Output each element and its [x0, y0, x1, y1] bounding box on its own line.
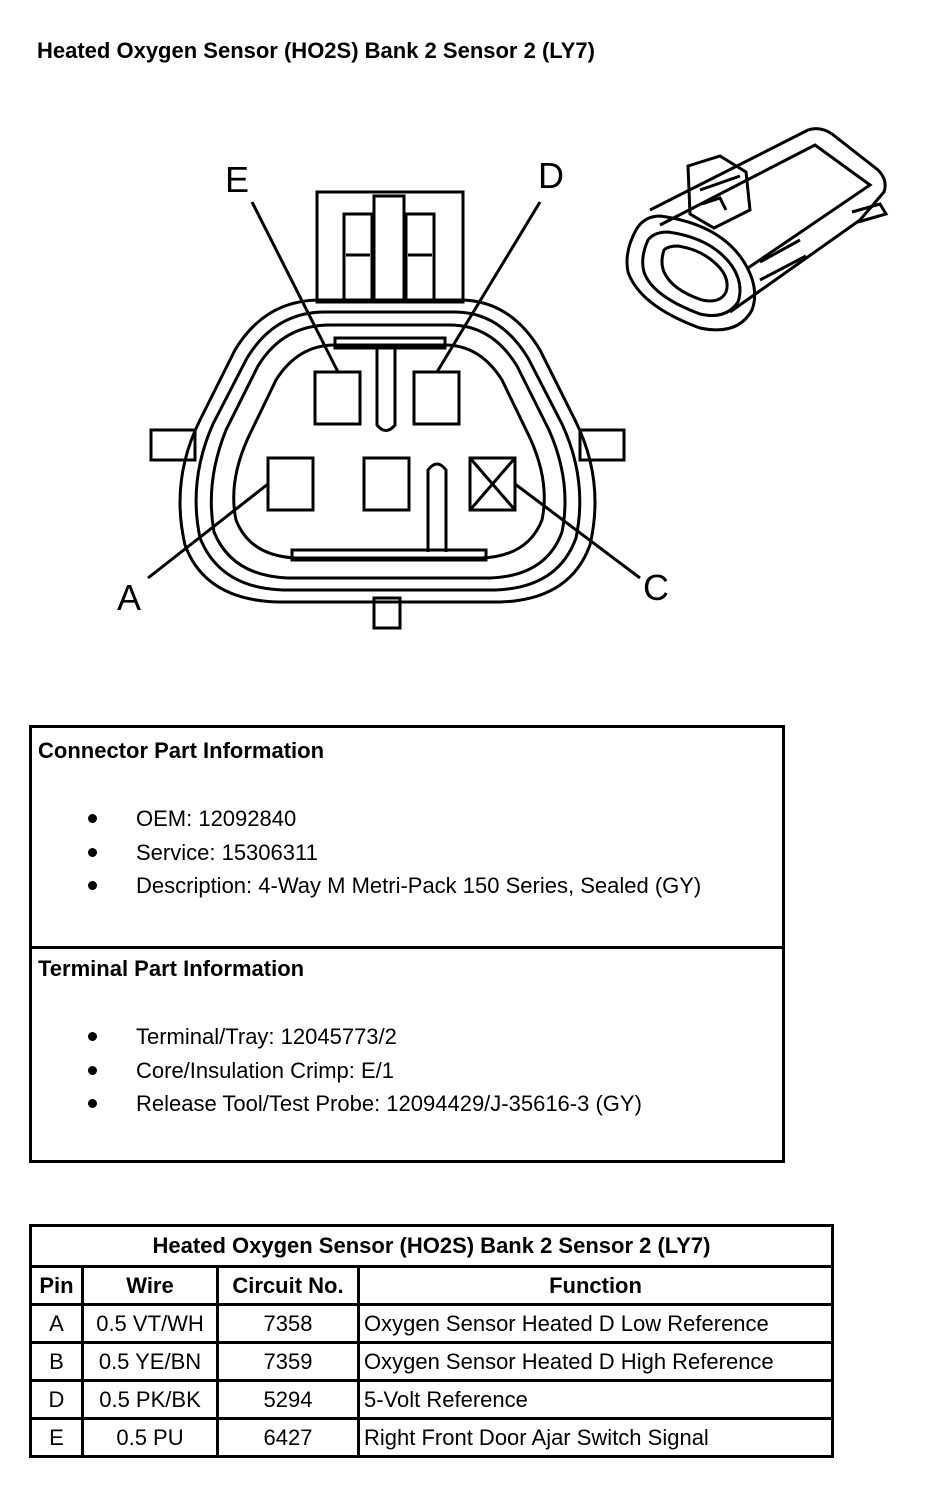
- terminal-part-info: Terminal Part Information Terminal/Tray: 12045773/2 Core/Insulation Crimp: E/1 Release Tool/Test Probe: 12094429/J-35616-3 (GY): [38, 956, 642, 1116]
- cavity-a: [268, 458, 313, 510]
- cavity-b: [364, 458, 409, 510]
- page-title: Heated Oxygen Sensor (HO2S) Bank 2 Sensor 2 (LY7): [37, 38, 595, 63]
- cell-wire: 0.5 PK/BK: [83, 1381, 218, 1419]
- bullet-icon: [88, 1099, 97, 1108]
- table-caption: Heated Oxygen Sensor (HO2S) Bank 2 Sensor 2 (LY7): [31, 1226, 833, 1267]
- cell-function: Oxygen Sensor Heated D High Reference: [359, 1343, 833, 1381]
- cell-pin: B: [31, 1343, 83, 1381]
- table-row: [31, 1343, 833, 1381]
- leader-c: [515, 484, 640, 578]
- connector-shell-3: [211, 325, 565, 578]
- cell-circuit: 7358: [218, 1305, 359, 1343]
- leader-d: [437, 202, 540, 372]
- bullet-icon: [88, 1066, 97, 1075]
- pin-label-a: A: [117, 577, 142, 618]
- connector-diagram: [0, 100, 928, 660]
- cell-pin: E: [31, 1419, 83, 1457]
- header-pin: Pin: [31, 1267, 83, 1305]
- cavity-e: [315, 372, 360, 424]
- cell-circuit: 5294: [218, 1381, 359, 1419]
- table-caption-row: [31, 1226, 833, 1267]
- connector-inner-face: [234, 345, 545, 558]
- bullet-icon: [88, 814, 97, 823]
- cell-wire: 0.5 YE/BN: [83, 1343, 218, 1381]
- cell-pin: A: [31, 1305, 83, 1343]
- pin-label-c: C: [643, 567, 669, 608]
- connector-shell-2: [196, 312, 580, 590]
- table-row: [31, 1381, 833, 1419]
- top-seal: [335, 338, 445, 348]
- connector-info-heading: Connector Part Information: [38, 738, 325, 763]
- header-circuit: Circuit No.: [218, 1267, 359, 1305]
- cell-function: 5-Volt Reference: [359, 1381, 833, 1419]
- pin-label-d: D: [538, 155, 564, 196]
- part-info-box: [29, 725, 785, 1163]
- cell-circuit: 7359: [218, 1343, 359, 1381]
- bottom-seal: [292, 550, 486, 560]
- bullet-icon: [88, 881, 97, 890]
- cavity-c-unused: [470, 458, 515, 510]
- cell-wire: 0.5 VT/WH: [83, 1305, 218, 1343]
- leader-e: [252, 202, 338, 372]
- leader-a: [148, 484, 268, 578]
- table-row: [31, 1305, 833, 1343]
- header-function: Function: [359, 1267, 833, 1305]
- terminal-info-heading: Terminal Part Information: [38, 956, 305, 981]
- bullet-icon: [88, 1032, 97, 1041]
- upper-keyway: [377, 348, 395, 431]
- cell-pin: D: [31, 1381, 83, 1419]
- table-header-row: [31, 1267, 833, 1305]
- cell-wire: 0.5 PU: [83, 1419, 218, 1457]
- bullet-icon: [88, 848, 97, 857]
- connector-part-info: Connector Part Information OEM: 12092840 Service: 15306311 Description: 4-Way M Metri-Pack 150 Series, Sealed (GY): [32, 728, 782, 949]
- cell-circuit: 6427: [218, 1419, 359, 1457]
- lower-keyway: [428, 464, 446, 552]
- pin-label-e: E: [225, 159, 250, 200]
- table-row: [31, 1419, 833, 1457]
- connector-3d-view: [627, 129, 886, 330]
- cell-function: Oxygen Sensor Heated D Low Reference: [359, 1305, 833, 1343]
- connector-latch: [317, 192, 463, 302]
- pin-table: [29, 1224, 834, 1458]
- cell-function: Right Front Door Ajar Switch Signal: [359, 1419, 833, 1457]
- cavity-d: [414, 372, 459, 424]
- header-wire: Wire: [83, 1267, 218, 1305]
